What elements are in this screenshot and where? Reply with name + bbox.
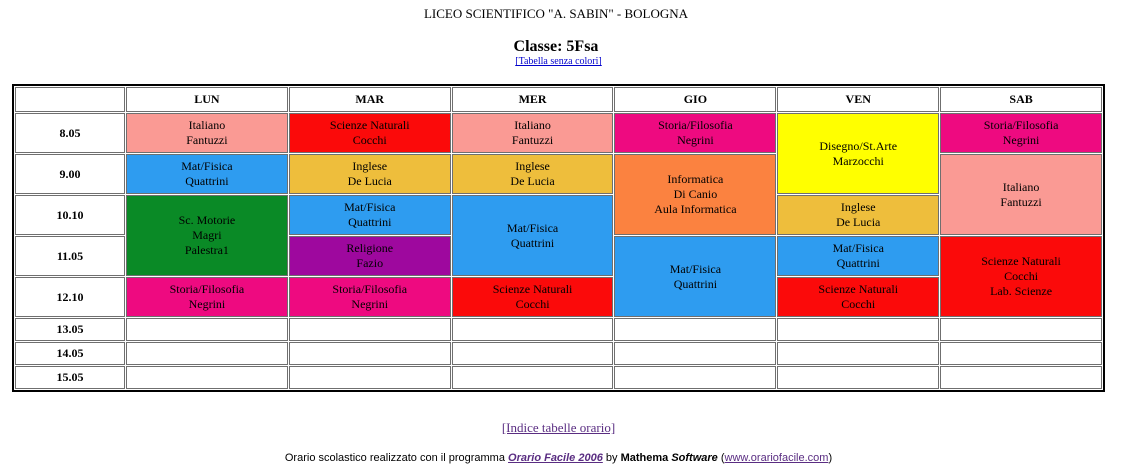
lesson-cell [777, 236, 939, 276]
time-slot: 13.05 [15, 318, 125, 341]
lesson-cell [289, 154, 451, 194]
empty-cell [940, 366, 1102, 389]
lesson-teacher: Fantuzzi [186, 133, 228, 147]
no-color-table-link-wrap [0, 56, 1117, 67]
lesson-cell [126, 154, 288, 194]
lesson-cell [289, 195, 451, 235]
day-header-gio: GIO [614, 87, 776, 112]
lesson-teacher: Negrini [677, 133, 714, 147]
lesson-cell [289, 113, 451, 153]
lesson-teacher: Fantuzzi [511, 133, 554, 147]
empty-cell [614, 366, 776, 389]
lesson-subject: Italiano [1002, 179, 1040, 194]
empty-cell [289, 342, 451, 365]
time-slot: 9.00 [15, 154, 125, 194]
lesson-subject: Italiano [514, 118, 551, 132]
lesson-subject: Inglese [840, 200, 876, 214]
lesson-cell [940, 154, 1102, 235]
lesson-teacher: Quattrini [185, 174, 229, 188]
school-name: LICEO SCIENTIFICO "A. SABIN" - BOLOGNA [423, 6, 689, 21]
lesson-cell [126, 113, 288, 153]
empty-cell [126, 366, 288, 389]
lesson-teacher: Fazio [356, 256, 384, 270]
lesson-subject: Religione [346, 241, 394, 255]
lesson-teacher: De Lucia [510, 174, 555, 188]
lesson-cell [614, 113, 776, 153]
empty-cell [289, 318, 451, 341]
time-slot: 15.05 [15, 366, 125, 389]
lesson-cell [614, 236, 776, 317]
lesson-cell [452, 195, 614, 276]
lesson-teacher: De Lucia [347, 174, 392, 188]
program-link[interactable]: Orario Facile 2006 [508, 452, 603, 464]
lesson-cell [777, 277, 939, 317]
lesson-subject: Sc. Motorie [178, 213, 236, 227]
lesson-subject: Informatica [667, 172, 724, 186]
empty-cell [940, 318, 1102, 341]
url-open: ( [720, 452, 725, 464]
lesson-cell [940, 113, 1102, 153]
lesson-cell [777, 195, 939, 235]
lesson-subject: Mat/Fisica [669, 261, 722, 276]
lesson-teacher: Fantuzzi [1000, 194, 1042, 209]
lesson-subject: Storia/Filosofia [169, 282, 245, 296]
lesson-subject: Italiano [188, 118, 226, 132]
corner-cell [15, 87, 125, 112]
time-slot: 14.05 [15, 342, 125, 365]
lesson-subject: Scienze Naturali [981, 254, 1061, 268]
lesson-cell [289, 277, 451, 317]
empty-cell [614, 318, 776, 341]
company-main: Mathema [620, 452, 669, 464]
lesson-teacher: Magri [192, 228, 222, 242]
day-header-sab: SAB [940, 87, 1102, 112]
lesson-teacher: De Lucia [836, 215, 881, 229]
lesson-teacher: Cocchi [1004, 269, 1039, 283]
lesson-subject: Storia/Filosofia [983, 118, 1059, 132]
lesson-subject: Scienze Naturali [329, 118, 410, 132]
empty-cell [777, 366, 939, 389]
lesson-cell [289, 236, 451, 276]
credits [0, 452, 1117, 464]
company-software: Software [671, 452, 718, 464]
website-link[interactable]: www.orariofacile.com [724, 452, 829, 464]
lesson-cell [452, 113, 614, 153]
lesson-subject: Storia/Filosofia [658, 118, 733, 132]
lesson-subject: Mat/Fisica [832, 241, 884, 255]
timetable [12, 84, 1105, 392]
lesson-teacher: Quattrini [348, 215, 392, 229]
empty-cell [452, 342, 614, 365]
lesson-subject: Disegno/St.Arte [819, 138, 898, 153]
lesson-room: Lab. Scienze [990, 284, 1053, 298]
lesson-cell [614, 154, 776, 235]
url-close: ) [828, 452, 833, 464]
lesson-teacher: Cocchi [352, 133, 387, 147]
time-slot: 10.10 [15, 195, 125, 235]
empty-cell [452, 318, 614, 341]
lesson-teacher: Cocchi [841, 297, 876, 311]
lesson-teacher: Negrini [188, 297, 226, 311]
lesson-subject: Mat/Fisica [344, 200, 396, 214]
empty-cell [126, 342, 288, 365]
lesson-teacher: Quattrini [836, 256, 880, 270]
day-header-mar: MAR [289, 87, 451, 112]
lesson-teacher: Di Canio [673, 187, 718, 201]
day-header-mer: MER [452, 87, 614, 112]
lesson-subject: Scienze Naturali [492, 282, 573, 296]
lesson-cell [452, 277, 614, 317]
timetable-index-link[interactable]: [Indice tabelle orario] [501, 420, 616, 435]
lesson-cell [777, 113, 939, 194]
lesson-subject: Storia/Filosofia [332, 282, 408, 296]
credits-prefix: Orario scolastico realizzato con il programma [284, 452, 505, 464]
lesson-teacher: Cocchi [515, 297, 550, 311]
lesson-cell [940, 236, 1102, 317]
lesson-subject: Mat/Fisica [181, 159, 233, 173]
lesson-cell [452, 154, 614, 194]
time-slot: 11.05 [15, 236, 125, 276]
empty-cell [777, 318, 939, 341]
empty-cell [614, 342, 776, 365]
credits-by: by [605, 452, 618, 464]
lesson-teacher: Quattrini [510, 235, 555, 250]
lesson-teacher: Quattrini [673, 276, 718, 291]
lesson-teacher: Negrini [1002, 133, 1040, 147]
empty-cell [452, 366, 614, 389]
lesson-subject: Inglese [515, 159, 550, 173]
time-slot: 8.05 [15, 113, 125, 153]
lesson-subject: Scienze Naturali [818, 282, 899, 296]
lesson-teacher: Negrini [351, 297, 389, 311]
lesson-subject: Inglese [352, 159, 388, 173]
empty-cell [777, 342, 939, 365]
empty-cell [126, 318, 288, 341]
lesson-room: Palestra1 [184, 243, 229, 257]
lesson-subject: Mat/Fisica [506, 220, 559, 235]
no-color-table-link[interactable]: [Tabella senza colori] [515, 56, 602, 67]
lesson-cell [126, 195, 288, 276]
company-name [621, 452, 718, 464]
class-title: Classe: 5Fsa [513, 38, 599, 55]
day-header-ven: VEN [777, 87, 939, 112]
index-link-wrap [0, 420, 1117, 436]
lesson-teacher: Marzocchi [832, 153, 884, 168]
day-header-lun: LUN [126, 87, 288, 112]
time-slot: 12.10 [15, 277, 125, 317]
lesson-room: Aula Informatica [654, 202, 737, 216]
empty-cell [289, 366, 451, 389]
lesson-cell [126, 277, 288, 317]
empty-cell [940, 342, 1102, 365]
